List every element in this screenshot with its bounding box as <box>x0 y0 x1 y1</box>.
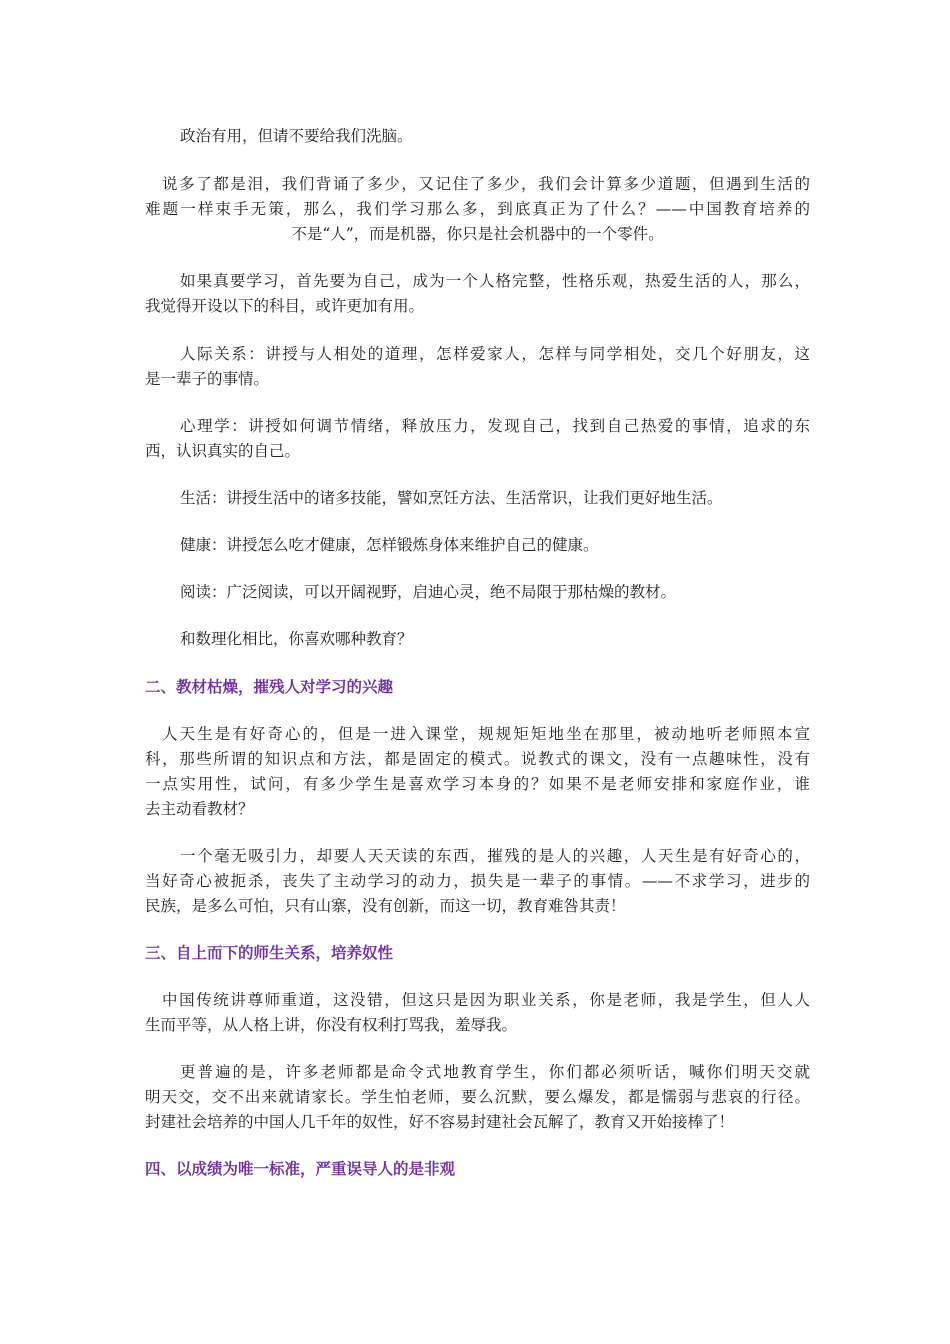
paragraph-line: 健康：讲授怎么吃才健康，怎样锻炼身体来维护自己的健康。 <box>180 536 599 554</box>
paragraph-line: 西，认识真实的自己。 <box>145 442 301 460</box>
paragraph-line: 难题一样束手无策，那么，我们学习那么多，到底真正为了什么？——中国教育培养的 <box>145 200 810 218</box>
paragraph-line: 说多了都是泪，我们背诵了多少，又记住了多少，我们会计算多少道题，但遇到生活的 <box>162 175 810 193</box>
paragraph-line: 去主动看教材？ <box>145 800 254 818</box>
paragraph-line: 当好奇心被扼杀，丧失了主动学习的动力，损失是一辈子的事情。——不求学习，进步的 <box>145 872 810 890</box>
paragraph-line: 是一辈子的事情。 <box>145 370 270 388</box>
paragraph-line: 生而平等，从人格上讲，你没有权利打骂我，羞辱我。 <box>145 1016 518 1034</box>
section-heading: 三、自上而下的师生关系，培养奴性 <box>145 943 394 962</box>
paragraph-line: 科，那些所谓的知识点和方法，都是固定的模式。说教式的课文，没有一点趣味性，没有 <box>145 750 810 768</box>
paragraph-line: 中国传统讲尊师重道，这没错，但这只是因为职业关系，你是老师，我是学生，但人人 <box>162 991 810 1009</box>
paragraph-line: 政治有用，但请不要给我们洗脑。 <box>180 127 413 145</box>
section-heading: 二、教材枯燥，摧残人对学习的兴趣 <box>145 677 394 696</box>
paragraph-line: 我觉得开设以下的科目，或许更加有用。 <box>145 297 425 315</box>
paragraph-line: 一个毫无吸引力，却要人天天读的东西，摧残的是人的兴趣，人天生是有好奇心的， <box>180 847 810 865</box>
paragraph-line: 民族，是多么可怕，只有山寨，没有创新，而这一切，教育难咎其责！ <box>145 897 626 915</box>
paragraph-line: 封建社会培养的中国人几千年的奴性，好不容易封建社会瓦解了，教育又开始接棒了！ <box>145 1113 735 1131</box>
paragraph-line: 不是“人”，而是机器，你只是社会机器中的一个零件。 <box>291 225 664 243</box>
section-heading: 四、以成绩为唯一标准，严重误导人的是非观 <box>145 1159 456 1178</box>
paragraph-line: 和数理化相比，你喜欢哪种教育？ <box>180 630 413 648</box>
paragraph-line: 如果真要学习，首先要为自己，成为一个人格完整，性格乐观，热爱生活的人，那么， <box>180 272 810 290</box>
paragraph-line: 更普遍的是，许多老师都是命令式地教育学生，你们都必须听话，喊你们明天交就 <box>180 1063 810 1081</box>
paragraph-line: 明天交，交不出来就请家长。学生怕老师，要么沉默，要么爆发，都是懦弱与悲哀的行径。 <box>145 1088 810 1106</box>
paragraph-line: 阅读：广泛阅读，可以开阔视野，启迪心灵，绝不局限于那枯燥的教材。 <box>180 583 677 601</box>
paragraph-line: 人际关系：讲授与人相处的道理，怎样爱家人，怎样与同学相处，交几个好朋友，这 <box>180 345 810 363</box>
paragraph-line: 生活：讲授生活中的诸多技能，譬如烹饪方法、生活常识，让我们更好地生活。 <box>180 489 723 507</box>
paragraph-line: 心理学：讲授如何调节情绪，释放压力，发现自己，找到自己热爱的事情，追求的东 <box>180 417 810 435</box>
paragraph-line: 一点实用性，试问，有多少学生是喜欢学习本身的？如果不是老师安排和家庭作业，谁 <box>145 775 810 793</box>
paragraph-line: 人天生是有好奇心的，但是一进入课堂，规规矩矩地坐在那里，被动地听老师照本宣 <box>162 725 810 743</box>
